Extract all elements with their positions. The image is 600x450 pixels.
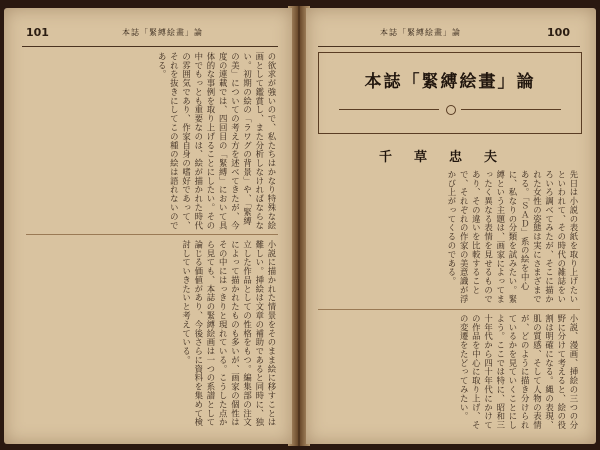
right-section-divider	[318, 309, 580, 310]
left-header-rule	[22, 46, 278, 47]
article-title-box	[318, 52, 582, 134]
left-section-divider	[26, 234, 278, 235]
right-lower-body-text: 小説、漫画、挿絵の三つの分野に分けて考えると、絵の役割は明確になる。縄の表現、肌の質感、そして人物の表情が、どのように描き分けられているかを見ていくことにしよう。ここでは特に、昭和三十年代から四十年代にかけての作品を中心に取り上げ、その変遷をたどってみたい。	[459, 314, 579, 430]
right-running-head: 本誌「緊縛絵畫」論	[380, 28, 461, 37]
left-page	[4, 8, 292, 444]
left-page-number: 101	[26, 26, 49, 39]
right-page-number: 100	[547, 26, 570, 39]
right-page	[306, 8, 596, 444]
right-header-rule	[318, 46, 580, 47]
right-page-header	[306, 26, 596, 42]
right-upper-body-text: 先日は小説の表紙を取り上げたいといわれて、その時代の雑誌をいろいろ調べてみたが、そこに描かれた女性の姿態は実にさまざまである。「ＳＡＤ」系の絵を中心に、私なりの分類を試みたい。緊縛という主題は、画家によってまったく異なる表情を見せるものであり、その違いを比較することで、それぞれの作家の美意識が浮かび上がってくるのである。	[446, 170, 579, 304]
article-author: 千草忠夫	[378, 150, 519, 165]
left-page-header	[4, 26, 292, 42]
left-lower-body-text: 小説に描かれた情景をそのまま絵に移すことは難しい。挿絵は文章の補助であると同時に、独立した作品としての性格をもつ。編集部の注文によって描かれたものも多いが、画家の個性はその中にはっきりと現れている。こうした点から見ても、本誌の緊縛絵画は一つの系譜として論じる価値があり、今後さらに資料を集めて検討していきたいと考えている。	[181, 240, 277, 427]
title-ornament	[339, 105, 561, 115]
left-running-head: 本誌「緊縛絵畫」論	[122, 28, 203, 37]
left-upper-body-text: の欲求が強いので、私たちはかなり特殊な絵画として鑑賞し、また分析しなければならない。初期の絵の「ラワグの背景」や、「緊縛の美」についての考え方を述べてきたが、今度の連載では、四回目の「緊縛」において具体的な事例を取り上げることにしたい。その中でもっとも重要なのは、絵が描かれた時代の雰囲気であり、作家自身の嗜好であって、それを抜きにしてこの種の絵は語れないのである。	[157, 52, 277, 230]
article-title: 本誌「緊縛絵畫」論	[364, 72, 536, 92]
